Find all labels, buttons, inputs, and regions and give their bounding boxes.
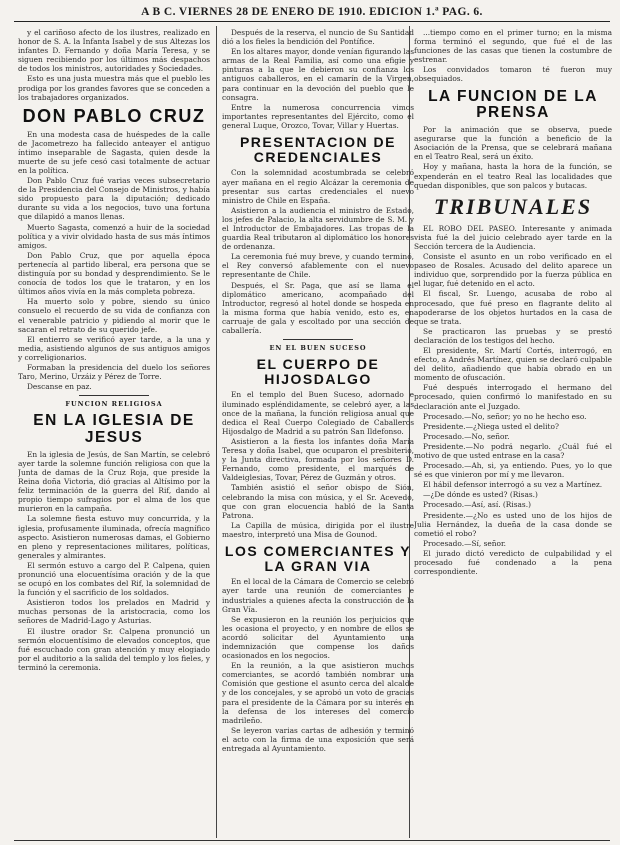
article-headline: PRESENTACION DE CREDENCIALES [239, 134, 397, 165]
article-paragraph: Los convidados tomaron té fueron muy obsequiados. [414, 65, 612, 84]
article-paragraph: Se expusieron en la reunión los perjuicios que les ocasiona el proyecto, y en nombre de ellos se acordó solicitar del Ayuntamiento una indemnización que compense los daños ocasionados en los negocios. [222, 614, 414, 661]
article-paragraph: Asistieron a la fiesta los infantes doña María Teresa y doña Isabel, que ocuparon el presbiterio, y la Junta directiva, formada por los señores D. Fernando, como presidente, el marqués de Valdeiglesias, Tovar, Pérez de Guzmán y otros. [222, 436, 414, 483]
section-subhead: EN EL BUEN SUCESO [269, 344, 367, 353]
article-paragraph: Don Pablo Cruz, que por aquella época pertenecía al partido liberal, era persona que se distinguía por su bondad y desprendimiento. Se le conocía de todos los que le trataron, y en los últimos años vivía en la más completa pobreza. [18, 250, 210, 297]
article-paragraph: Entre la numerosa concurrencia vimos importantes representantes del Ejército, como el general Luque, Orozco, Tovar, Villar y Huertas. [222, 102, 414, 130]
article-paragraph: Descanse en paz. [27, 382, 92, 392]
article-paragraph: Procesado.—Así, así. (Risas.) [423, 500, 531, 510]
article-paragraph: ...tiempo como en el primer turno; en la misma forma terminó el segundo, que fué el de las funciones de las casas que tienen la costumbre de estrenar. [414, 28, 612, 65]
column-2 [222, 28, 414, 840]
column-1 [18, 28, 210, 840]
divider [79, 395, 149, 396]
bottom-rule [14, 840, 610, 841]
article-paragraph: Esto es una justa muestra más que el pueblo les prodiga por los grandes favores que se conceden a los trabajadores organizados. [18, 74, 210, 102]
article-paragraph: Procesado.—Sí, señor. [423, 538, 507, 548]
article-paragraph: En el local de la Cámara de Comercio se celebró ayer tarde una reunión de comerciantes e industriales a quienes afecta la construcción de la Gran Vía. [222, 577, 414, 614]
article-paragraph: En el templo del Buen Suceso, adornado e iluminado espléndidamente, se celebró ayer, a las once de la mañana, la función religiosa anual que dedica el Real Cuerpo Colegiado de Caballeros Hijosdalgo de Madrid a su patrón San Ildefonso. [222, 390, 414, 436]
article-paragraph: El entierro se verificó ayer tarde, a la una y media, asistiendo algunos de sus antiguos amigos y correligionarios. [18, 334, 210, 362]
article-paragraph: Consiste el asunto en un robo verificado en el paseo de Rosales. Acusado del delito aparece un individuo que, sorprendido por la fuerza pública en el lugar, fué detenido en el acto. [414, 252, 612, 289]
article-paragraph: Formaban la presidencia del duelo los señores Taro, Merino, Urzáiz y Pérez de Torre. [18, 362, 210, 382]
article-paragraph: Don Pablo Cruz fué varias veces subsecretario de la Presidencia del Consejo de Ministros, y había sido propuesto para la diputación; dedicado durante su vida a los negocios, tuvo una fortuna que dilapidó a manos llenas. [18, 176, 210, 222]
article-paragraph: También asistió el señor obispo de Sión, celebrando la misa con música, y el Sr. Acevedo, que con gran elocuencia habló de la Santa Patrona. [222, 483, 414, 520]
article-paragraph: Se practicaron las pruebas y se prestó declaración de los testigos del hecho. [414, 326, 612, 345]
article-paragraph: La solemne fiesta estuvo muy concurrida, y la iglesia, profusamente iluminada, ofrecía magnífico aspecto. Asistieron numerosas damas, el Gobierno en pleno y representaciones militares, políticas, generales y almirantes. [18, 514, 210, 560]
article-paragraph: Asistieron a la audiencia el ministro de Estado, los jefes de Palacio, la alta servidumbre de S. M. y el Introductor de Embajadores. Las tropas de la guardia Real tributaron al diplomático los honores de ordenanza. [222, 205, 414, 252]
article-headline: LA FUNCION DE LA PRENSA [428, 87, 598, 121]
article-headline: DON PABLO CRUZ [22, 105, 206, 126]
article-paragraph: El presidente, Sr. Martí Cortés, interrogó, en efecto, a Andrés Martínez, quien se declaró culpable del delito, añadiendo que había obrado en un momento de ofuscación. [414, 345, 612, 383]
article-paragraph: La ceremonia fué muy breve, y cuando terminó, el Rey conversó afablemente con el nuevo representante de Chile. [222, 252, 414, 280]
column-rule [216, 26, 217, 838]
section-subhead: FUNCION RELIGIOSA [65, 400, 163, 409]
article-paragraph: En la reunión, a la que asistieron muchos comerciantes, se acordó también nombrar una Comisión que gestione el asunto cerca del alcalde y de los concejales, y se aprobó un voto de gracias para el presidente de la Cámara por su interés en la defensa de los intereses del comercio madrileño. [222, 661, 414, 725]
article-paragraph: Fué después interrogado el hermano del procesado, quien confirmó lo manifestado en su declaración ante el Juzgado. [414, 383, 612, 411]
article-paragraph: y el cariñoso afecto de los ilustres, realizado en honor de S. A. la Infanta Isabel y de sus Altezas los infantes D. Fernando y doña María Teresa, y se siguen recibiendo por los últimos más despachos de todos los ministros, autoridades y Sociedades. [18, 28, 210, 74]
article-paragraph: El fiscal, Sr. Luengo, acusaba de robo al procesado, que fué preso en flagrante delito al apoderarse de los objetos hurtados en la casa de que se trata. [414, 289, 612, 326]
article-paragraph: Con la solemnidad acostumbrada se celebró ayer mañana en el regio Alcázar la ceremonia de presentar sus cartas credenciales el nuevo ministro de Chile en España. [222, 168, 414, 205]
article-paragraph: El hábil defensor interrogó a su vez a Martínez. [423, 480, 603, 490]
section-title: TRIBUNALES [433, 193, 593, 219]
divider [283, 339, 353, 340]
article-headline: EN LA IGLESIA DE JESUS [33, 412, 195, 446]
article-paragraph: Presidente.—No podrá negarlo. ¿Cuál fué el motivo de que usted entrase en la casa? [414, 441, 612, 460]
article-paragraph: Presidente.—¿Niega usted el delito? [423, 421, 559, 431]
article-paragraph: —¿De dónde es usted? (Risas.) [423, 490, 538, 500]
article-paragraph: Asistieron todos los prelados en Madrid y muchas personas de la aristocracia, como los señores de Madrid-Lago y Asturias. [18, 598, 210, 626]
article-paragraph: En la iglesia de Jesús, de San Martín, se celebró ayer tarde la solemne función religiosa con que la Junta de damas de la Cruz Roja, que preside la Reina doña Victoria, dió gracias al Altísimo por la feliz terminación de la guerra del Rif, dando al propio tiempo sufragios por el alma de los que murieron en la campaña. [18, 449, 210, 514]
article-paragraph: Por la animación que se observa, puede asegurarse que la función a beneficio de la Asociación de la Prensa, que se celebrará mañana en el Teatro Real, será un éxito. [414, 125, 612, 162]
article-paragraph: En los altares mayor, donde venían figurando las armas de la Real Familia, así como una efigie y pinturas a la que le debieron su confianza los antiguos caballeros, en el camarín de la Virgen, para continuar en la devoción del pueblo que le consagra. [222, 47, 414, 102]
article-paragraph: Procesado.—Ah, si, ya entiendo. Pues, yo lo que sé es que vinieron por mí y me llevaron. [414, 461, 612, 480]
article-paragraph: La Capilla de música, dirigida por el ilustre maestro, interpretó una Misa de Gounod. [222, 520, 414, 539]
article-paragraph: Después, el Sr. Paga, que así se llama el diplomático americano, acompañado del Introductor, regresó al hotel donde se hospeda en la misma forma que había venido, esto es, en carruaje de gala y escoltado por una sección de caballería. [222, 280, 414, 335]
article-paragraph: Se leyeron varias cartas de adhesión y terminó el acto con la firma de una exposición que será entregada al Ayuntamiento. [222, 725, 414, 754]
article-paragraph: Ha muerto solo y pobre, siendo su único consuelo el recuerdo de su vida de confianza con el venerable patricio y pidiendo al morir que le sacaran el retrato de su querido jefe. [18, 297, 210, 334]
column-3 [414, 28, 612, 840]
article-headline: EL CUERPO DE HIJOSDALGO [256, 356, 380, 387]
page-header: A B C. VIERNES 28 DE ENERO DE 1910. EDICION 1.ª PAG. 6. [14, 2, 610, 22]
article-paragraph: El ilustre orador Sr. Calpena pronunció un sermón elocuentísimo de elevados conceptos, que fué escuchado con gran atención y muy elogiado por el auditorio a la salida del templo y los fieles, y terminó la ceremonia. [18, 626, 210, 672]
article-headline: LOS COMERCIANTES Y LA GRAN VIA [224, 542, 412, 574]
article-paragraph: El sermón estuvo a cargo del P. Calpena, quien pronunció una elocuentísima oración y de la que se ocupó en los combates del Rif, la solemnidad de la función y el sacrificio de los soldados. [18, 560, 210, 598]
article-paragraph: Después de la reserva, el nuncio de Su Santidad dió a los fieles la bendición del Pontífice. [222, 28, 414, 47]
article-paragraph: Procesado.—No, señor. [423, 431, 510, 441]
article-paragraph: El jurado dictó veredicto de culpabilidad y el procesado fué condenado a la pena correspondiente. [414, 548, 612, 577]
article-paragraph: Presidente.—¿No es usted uno de los hijos de Julia Hernández, la dueña de la casa donde se cometió el robo? [414, 510, 612, 538]
article-paragraph: Procesado.—No, señor; yo no he hecho eso. [423, 411, 587, 421]
article-paragraph: EL ROBO DEL PASEO. Interesante y animada vista fué la del juicio celebrado ayer tarde en la Sección tercera de la Audiencia. [414, 223, 612, 251]
article-paragraph: Muerto Sagasta, comenzó a huir de la sociedad política y a vivir olvidado hasta de sus más íntimos amigos. [18, 222, 210, 250]
article-paragraph: Hoy y mañana, hasta la hora de la función, se expenderán en el teatro Real las localidades que quedan disponibles, que son palcos y butacas. [414, 162, 612, 190]
article-paragraph: En una modesta casa de huéspedes de la calle de Jacometrezo ha fallecido anteayer el antiguo íntimo inseparable de Sagasta, quien desde la muerte de su jefe cesó casi totalmente de actuar en la política. [18, 129, 210, 176]
